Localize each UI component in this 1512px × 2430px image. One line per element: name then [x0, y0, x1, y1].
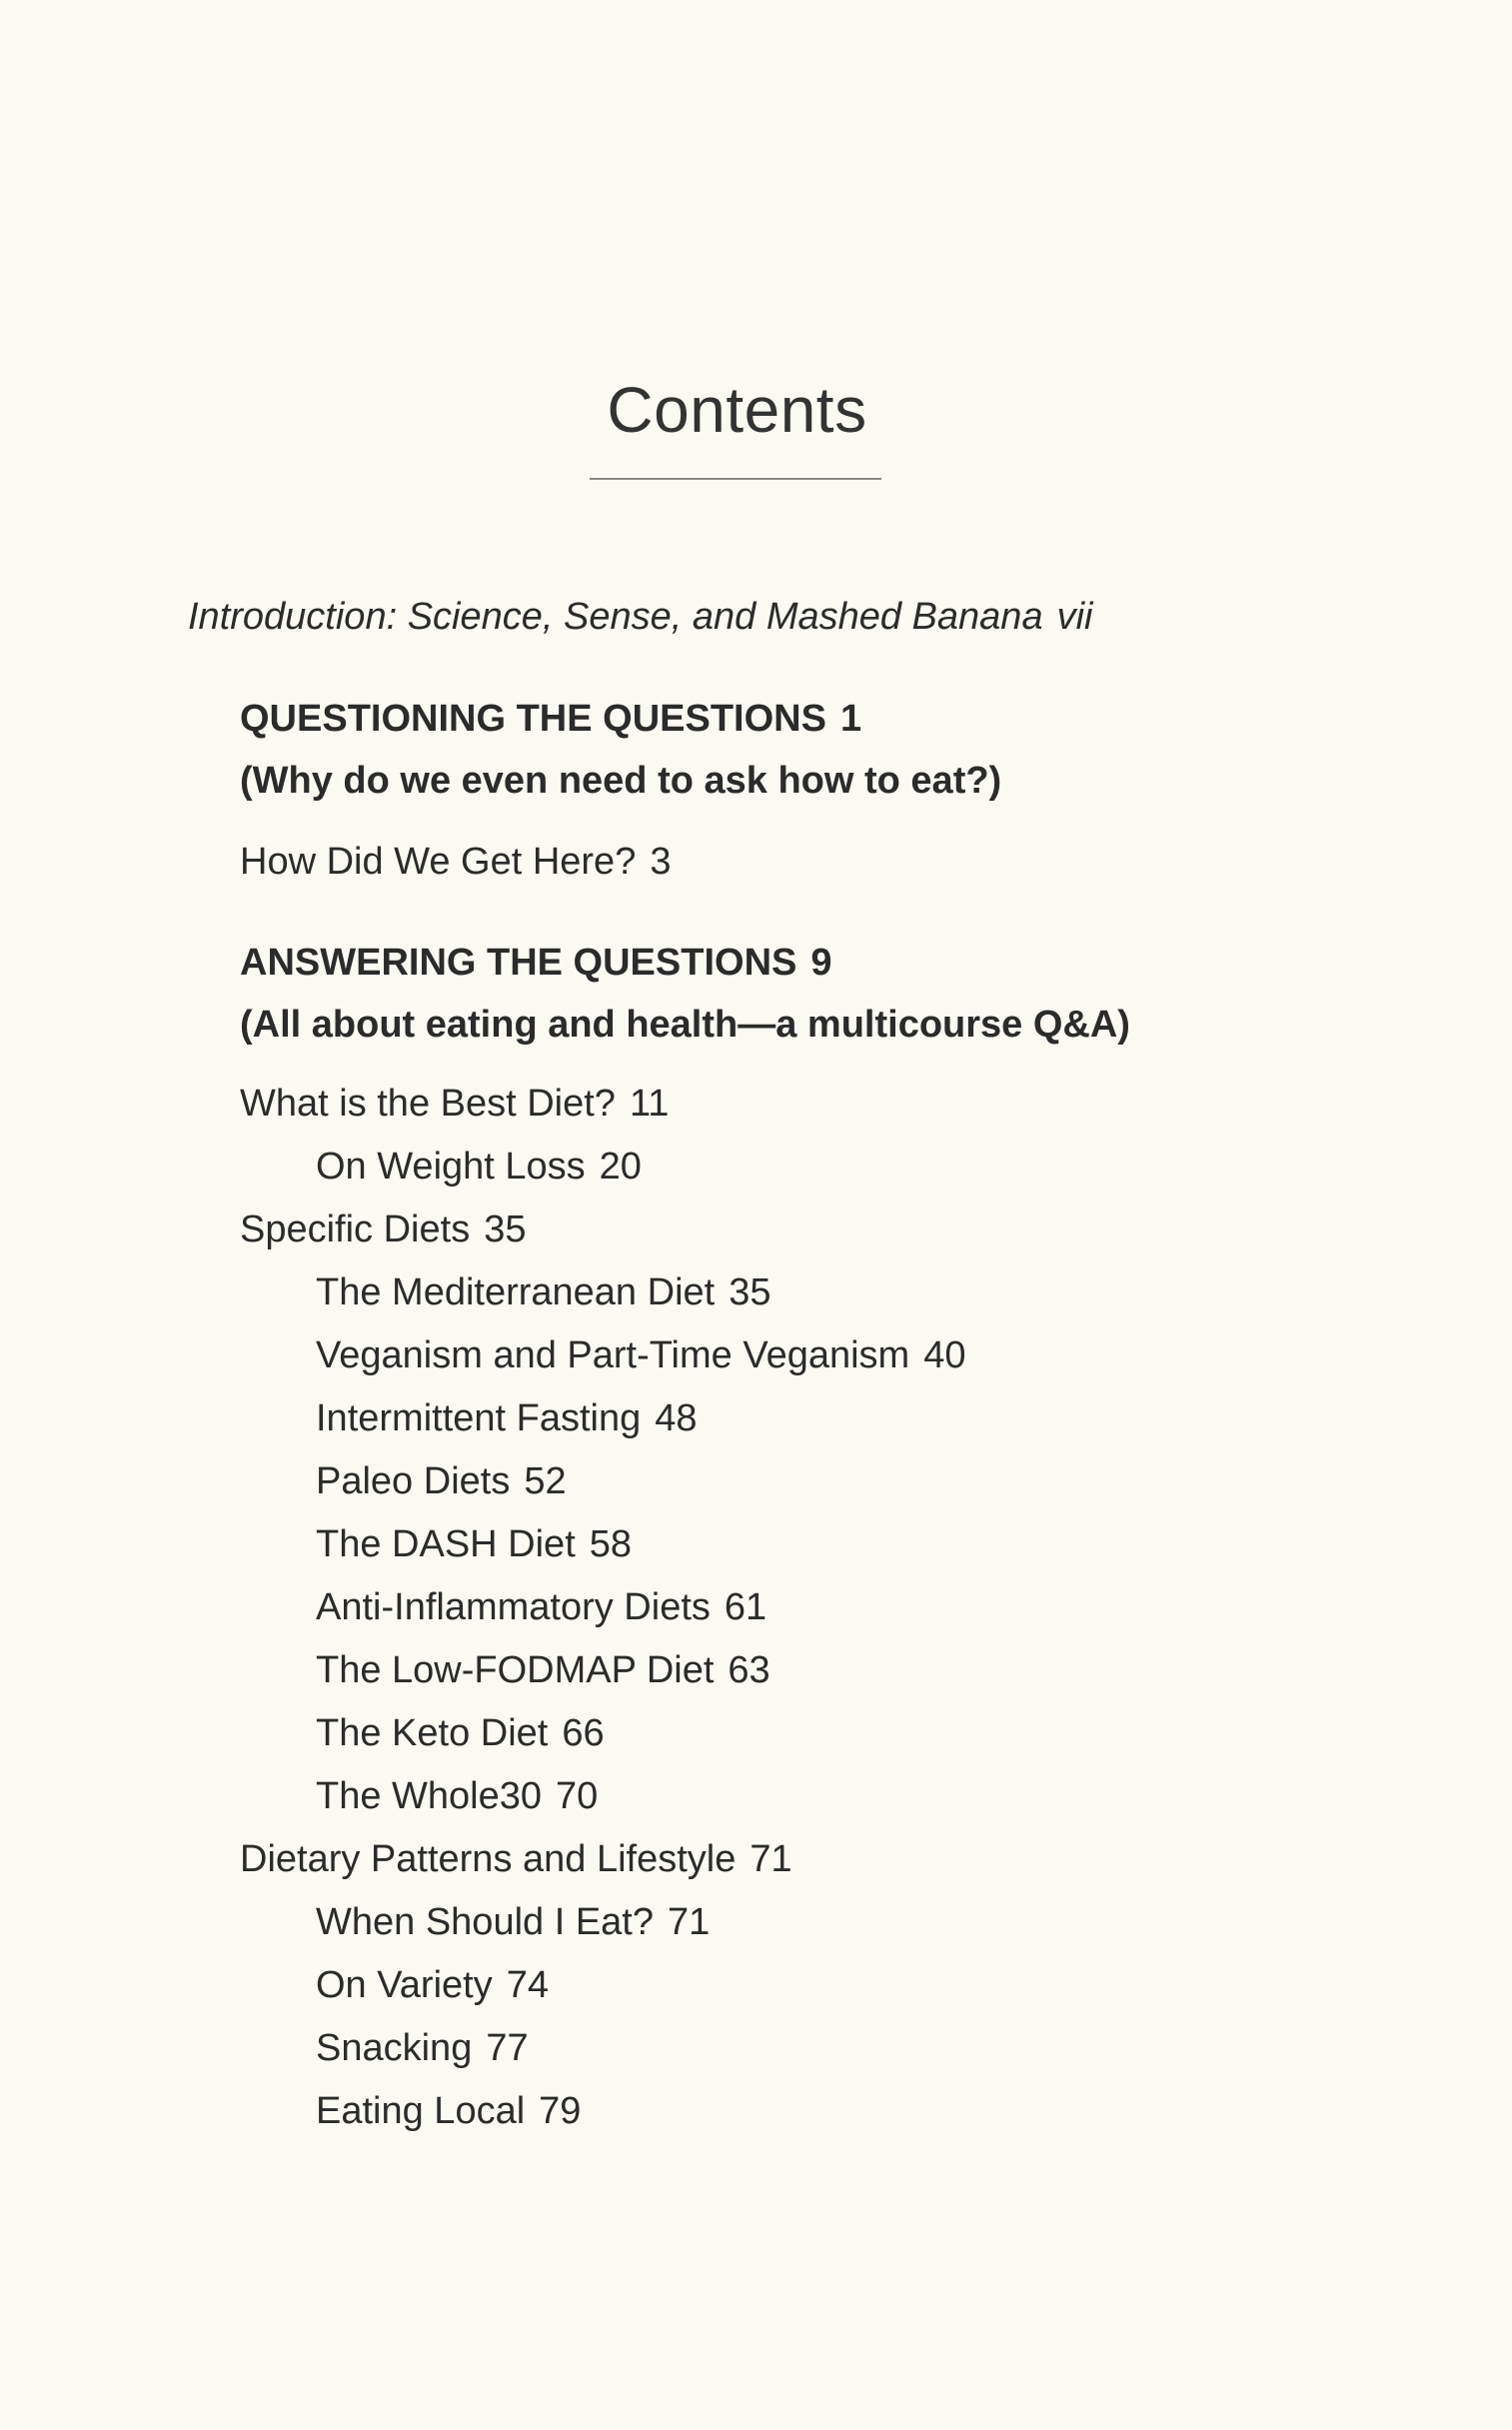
toc-subentry[interactable] — [316, 2029, 529, 2067]
toc-part-page: 9 — [810, 942, 832, 984]
toc-entry-page: 61 — [724, 1586, 767, 1628]
toc-entry-page: 40 — [923, 1334, 966, 1376]
toc-entry-label: The Whole30 — [316, 1775, 543, 1817]
toc-entry-label: Intermittent Fasting — [316, 1397, 642, 1439]
toc-subentry[interactable] — [316, 1525, 632, 1563]
toc-part-subtitle-1: (Why do we even need to ask how to eat?) — [240, 760, 1002, 802]
toc-entry-label: The Mediterranean Diet — [316, 1271, 716, 1313]
toc-entry-page: 71 — [668, 1901, 711, 1943]
toc-part-page: 1 — [839, 698, 862, 740]
toc-entry-page: 3 — [650, 841, 672, 883]
toc-entry-page: 79 — [539, 2090, 582, 2132]
toc-entry-label: When Should I Eat? — [316, 1901, 654, 1943]
toc-entry-page: 63 — [728, 1649, 770, 1691]
toc-entry-page: 77 — [486, 2027, 529, 2069]
toc-entry-page: 52 — [524, 1460, 567, 1502]
toc-subentry[interactable] — [316, 1903, 710, 1941]
toc-entry-label: The DASH Diet — [316, 1523, 576, 1565]
toc-subentry[interactable] — [316, 1777, 598, 1815]
toc-entry-label: Anti-Inflammatory Diets — [316, 1586, 711, 1628]
toc-subentry[interactable] — [316, 1273, 771, 1311]
toc-part-heading-2[interactable] — [240, 944, 832, 982]
toc-entry-page: 70 — [556, 1775, 599, 1817]
toc-subentry[interactable] — [316, 1148, 642, 1186]
toc-entry-page: 58 — [589, 1523, 633, 1565]
toc-subentry[interactable] — [316, 1462, 567, 1500]
toc-entry-page: 35 — [729, 1271, 771, 1313]
toc-entry-page: 71 — [750, 1838, 792, 1880]
toc-part-label: ANSWERING THE QUESTIONS — [240, 942, 797, 984]
toc-subentry[interactable] — [316, 1336, 966, 1374]
toc-entry-label: What is the Best Diet? — [240, 1083, 616, 1125]
toc-entry-label: Dietary Patterns and Lifestyle — [240, 1838, 737, 1880]
toc-entry[interactable] — [240, 843, 671, 881]
toc-subentry[interactable] — [316, 1588, 766, 1626]
toc-entry-label: How Did We Get Here? — [240, 841, 637, 883]
toc-entry[interactable] — [240, 1085, 669, 1123]
toc-subentry[interactable] — [316, 1399, 698, 1437]
toc-entry-page: 48 — [655, 1397, 698, 1439]
toc-entry-page: 20 — [599, 1146, 642, 1188]
toc-entry-label: Snacking — [316, 2027, 473, 2069]
title-underline — [590, 478, 881, 480]
toc-entry-label: Paleo Diets — [316, 1460, 511, 1502]
toc-entry-label: Eating Local — [316, 2090, 526, 2132]
toc-part-heading-1[interactable] — [240, 700, 861, 738]
toc-entry-page: 66 — [562, 1712, 605, 1754]
toc-entry-page: 35 — [484, 1209, 527, 1250]
toc-entry-label: On Variety — [316, 1964, 493, 2006]
toc-subentry[interactable] — [316, 2092, 581, 2130]
toc-entry-page: 74 — [506, 1964, 549, 2006]
toc-entry-label: The Keto Diet — [316, 1712, 549, 1754]
toc-entry[interactable] — [240, 1211, 526, 1248]
toc-entry-introduction[interactable] — [188, 598, 1092, 636]
toc-entry[interactable] — [240, 1840, 792, 1878]
toc-entry-label: On Weight Loss — [316, 1146, 586, 1188]
toc-subentry[interactable] — [316, 1714, 605, 1752]
toc-part-label: QUESTIONING THE QUESTIONS — [240, 698, 826, 740]
toc-entry-label: Introduction: Science, Sense, and Mashed Banana — [188, 596, 1043, 638]
toc-subentry[interactable] — [316, 1966, 549, 2004]
toc-entry-page: 11 — [629, 1083, 670, 1125]
toc-entry-page: vii — [1056, 596, 1093, 638]
page-title: Contents — [607, 374, 867, 446]
toc-entry-label: The Low-FODMAP Diet — [316, 1649, 715, 1691]
toc-entry-label: Specific Diets — [240, 1209, 471, 1250]
toc-part-subtitle-2: (All about eating and health—a multicourse Q&A) — [240, 1004, 1130, 1046]
toc-entry-label: Veganism and Part-Time Veganism — [316, 1334, 910, 1376]
toc-subentry[interactable] — [316, 1651, 770, 1689]
